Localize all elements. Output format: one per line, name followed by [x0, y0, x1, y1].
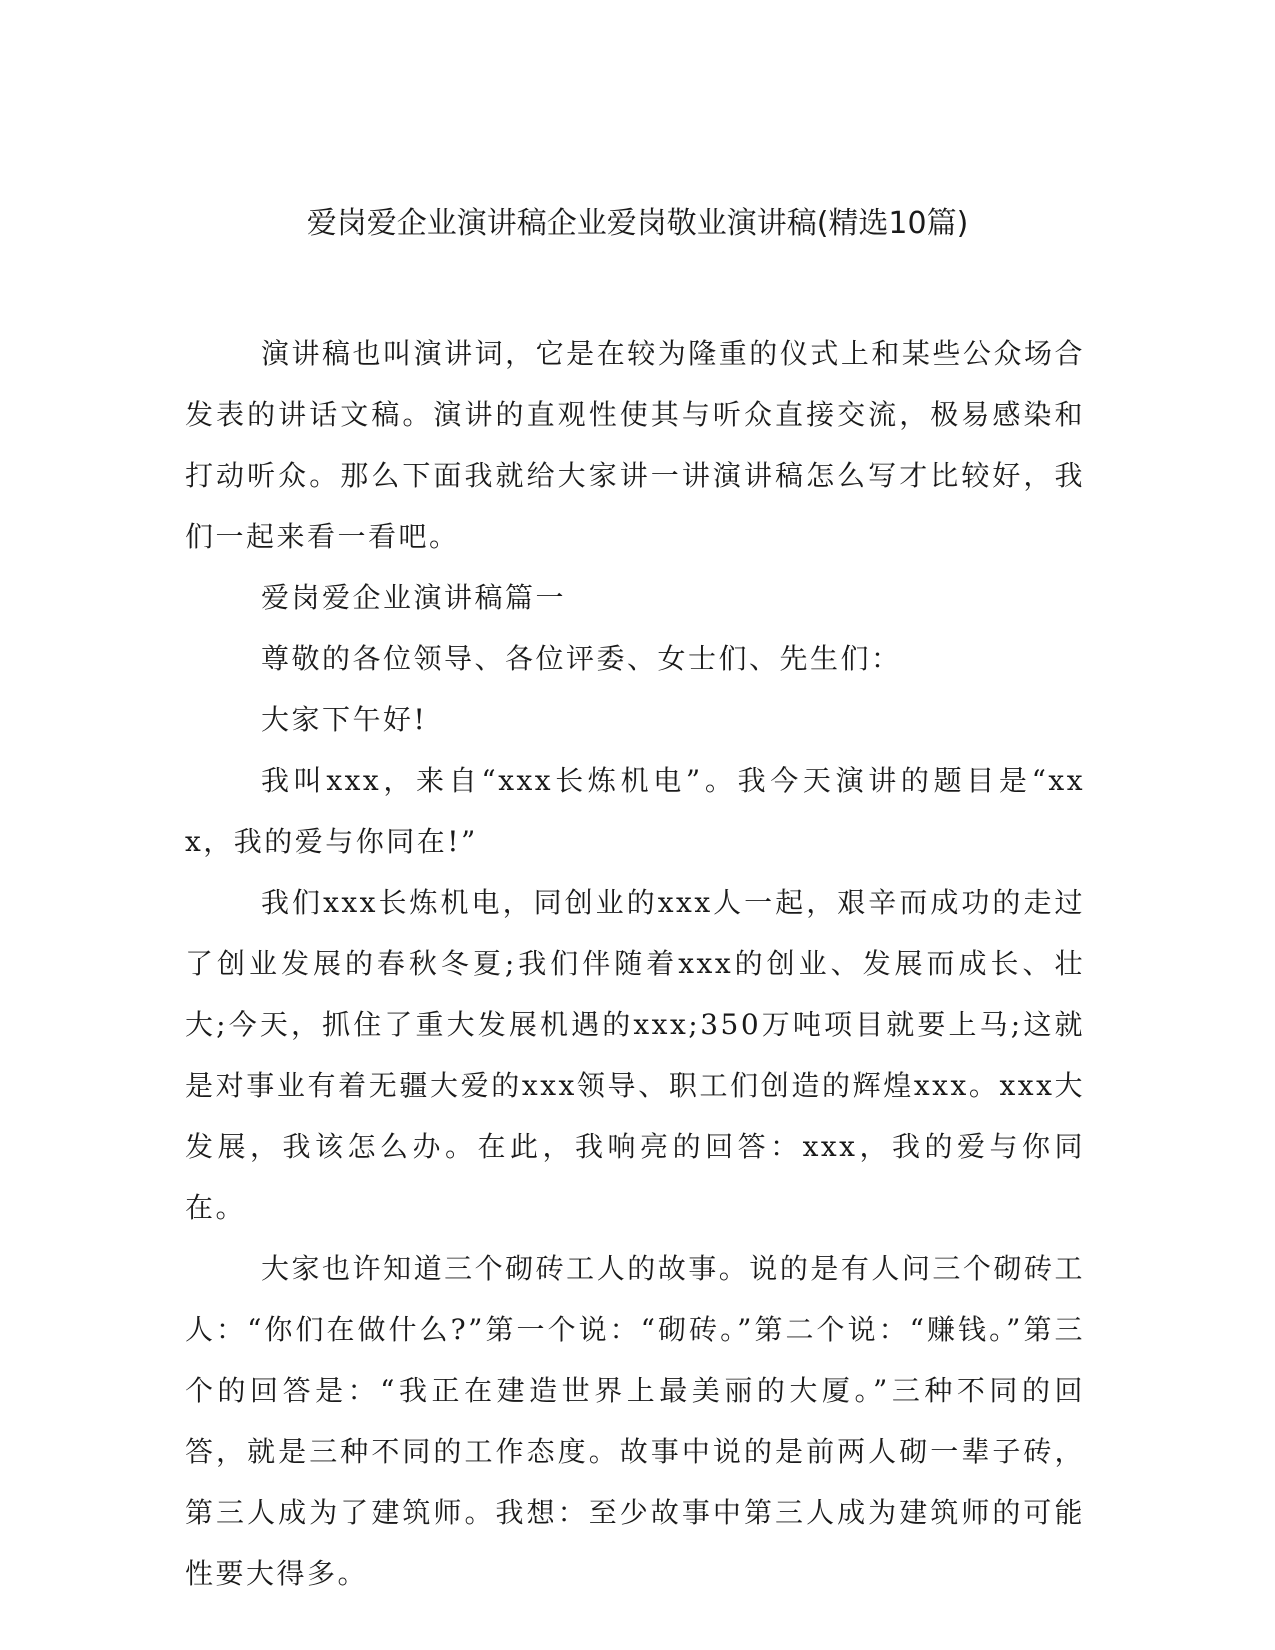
salutation: 尊敬的各位领导、各位评委、女士们、先生们：	[261, 642, 902, 675]
section-heading: 爱岗爱企业演讲稿篇一	[261, 581, 567, 614]
company-history-paragraph: 我们xxx长炼机电，同创业的xxx人一起，艰辛而成功的走过了创业发展的春秋冬夏;我们伴随着xxx的创业、发展而成长、壮大;今天，抓住了重大发展机遇的xxx;350万吨项目就要上马;这就是对事业有着无疆大爱的xxx领导、职工们创造的辉煌xxx。xxx大发展，我该怎么办。在此，我响亮的回答：xxx，我的爱与你同在。	[185, 886, 1085, 1224]
greeting: 大家下午好!	[261, 703, 428, 736]
bricklayer-story-paragraph: 大家也许知道三个砌砖工人的故事。说的是有人问三个砌砖工人：“你们在做什么?”第一个说：“砌砖。”第二个说：“赚钱。”第三个的回答是：“我正在建造世界上最美丽的大厦。”三种不同的回答，就是三种不同的工作态度。故事中说的是前两人砌一辈子砖，第三人成为了建筑师。我想：至少故事中第三人成为建筑师的可能性要大得多。	[185, 1252, 1085, 1590]
intro-paragraph: 演讲稿也叫演讲词，它是在较为隆重的仪式上和某些公众场合发表的讲话文稿。演讲的直观性使其与听众直接交流，极易感染和打动听众。那么下面我就给大家讲一讲演讲稿怎么写才比较好，我们一起来看一看吧。	[185, 337, 1085, 553]
self-introduction-paragraph: 我叫xxx，来自“xxx长炼机电”。我今天演讲的题目是“xxx，我的爱与你同在!”	[185, 764, 1085, 858]
document-body	[185, 323, 1085, 1604]
document-title: 爱岗爱企业演讲稿企业爱岗敬业演讲稿(精选10篇)	[306, 206, 969, 241]
